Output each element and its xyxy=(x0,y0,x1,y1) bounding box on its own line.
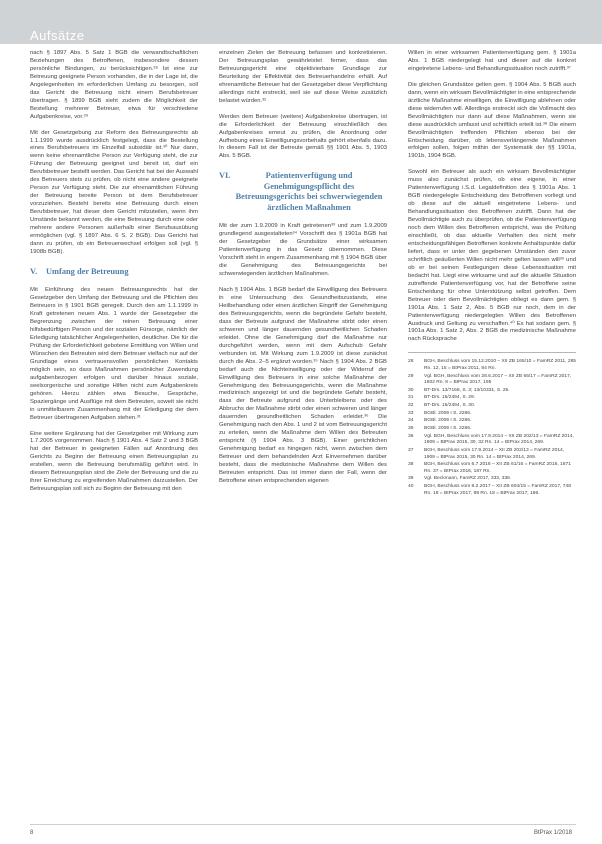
text-column-middle xyxy=(219,50,387,825)
footnote-text: BT-Drs. 15/2494, S. 30. xyxy=(424,403,476,409)
footnote-text: Vgl. BGH, Beschluss vom 17.9.2014 – XII ZB 202/13 = FamRZ 2014, 1909 = BtPrax 2015, 30, 32 Rn. 14 = BtPrax 2014, 269. xyxy=(424,433,574,446)
footnote-item xyxy=(408,418,576,425)
paragraph: Mit der Gesetzgebung zur Reform des Betreuungsrechts ab 1.1.1999 wurde ausdrücklich festgelegt, dass die Bestellung eines Berufsbetreuers im Einzelfall subsidiär ist.³⁰ Nur dann, wenn keine ehrenamtliche Person zur Verfügung steht, die zur Führung der Betreuung geeignet und bereit ist, darf ein Berufsbetreuer bestellt werden. Das Gericht hat bei der Auswahl des Betreuers stets zu prüfen, ob nicht eine andere geeignete Person zur Verfügung steht. Die zur ehrenamtlichen Führung der Betreuung bereite Person ist dem Berufsbetreuer vorzuziehen. Besteht bereits eine Betreuung durch einen Berufsbetreuer, hat dieser dem Gericht mitzuteilen, wenn ihm Umstände bekannt werden, die eine Betreuung durch eine oder mehrere andere Personen außerhalb einer Berufsausübung ermöglichen (vgl. § 1897 Abs. 6 S. 2 BGB). Das Gericht hat dann zu prüfen, ob ein Betreuerwechsel erfolgen soll (vgl. § 1908b BGB). xyxy=(30,129,198,255)
footnote-text: Vgl. BGH, Beschluss vom 28.6.2017 – XII ZB 65/17 = FamRZ 2017, 1502 Rn. 8 = BtPrax 2017, 195 xyxy=(424,373,572,386)
paragraph: einzelnen Zielen der Betreuung befassen und konkretisieren. Der Betreuungsplan gewährleistet ferner, dass das Betreuungsgericht eine objektivierbare Grundlage zur Beurteilung der Effektivität des Betreuerhandelns erhält. Auf ehrenamtliche Betreuer hat der Gesetzgeber diese Verpflichtung allerdings nicht erstreckt, weil sie auf diese Weise zusätzlich belastet würden.³² xyxy=(219,50,387,104)
footnote-number: 39 xyxy=(408,476,414,482)
footnote-text: BGH, Beschluss vom 8.2.2017 – XII ZB 604/15 = FamRZ 2017, 748 Rn. 18 = BtPrax 2017, 98 Rn. 18 = BtPrax 2017, 186. xyxy=(424,484,571,496)
footnote-item xyxy=(408,403,576,410)
footnote-number: 29 xyxy=(408,373,414,379)
footnote-text: BGH, Beschluss vom 17.9.2014 – XII ZB 202/13 = FamRZ 2014, 1909 = BtPrax 2015, 30 Rn. 14 = BtPrax 2014, 269. xyxy=(424,448,565,460)
footnote-number: 37 xyxy=(408,448,414,454)
footnote-item xyxy=(408,388,576,395)
section-title: Umfang der Betreuung xyxy=(46,266,129,276)
footnote-number: 28 xyxy=(408,359,414,365)
footnotes xyxy=(408,359,576,497)
page-number: 8 xyxy=(30,830,34,836)
paragraph: Willen in einer wirksamen Patientenverfügung gem. § 1901a Abs. 1 BGB niedergelegt hat und dieser auf die konkret eingetretene Lebens- und Behandlungssituation noch zutrifft.³⁷ xyxy=(408,50,576,72)
footnote-item xyxy=(408,395,576,402)
paragraph: Eine weitere Ergänzung hat der Gesetzgeber mit Wirkung zum 1.7.2005 vorgenommen. Nach § 1901 Abs. 4 Satz 2 und 3 BGB hat der Betreuer in geeigneten Fällen auf Anordnung des Gerichts zu Beginn der Betreuung einen Betreuungsplan zu erstellen, wenn die Betreuung berufsmäßig geführt wird. In diesem Betreuungsplan sind die Ziele der Betreuung und die zu ihrer Erreichung zu ergreifenden Maßnahmen darzustellen. Der Betreuungsplan soll sich zu Beginn der Betreuung mit den xyxy=(30,430,198,493)
journal-issue: BtPrax 1/2018 xyxy=(533,830,572,836)
paragraph: nach § 1897 Abs. 5 Satz 1 BGB die verwandtschaftlichen Beziehungen des Betroffenen, insbesondere dessen persönliche Bindungen, zu berücksichtigen.²⁸ Ist eine zur Betreuung geeignete Person vorhanden, die in der Lage ist, die Angelegenheiten im erforderlichen Umfang zu besorgen, soll das Gericht die Betreuung nicht einem Berufsbetreuer übertragen. § 1899 BGB sieht zudem die Möglichkeit der Bestellung mehrerer Betreuer, etwa für verschiedene Aufgabenkreise, vor.²⁹ xyxy=(30,50,198,120)
paragraph: Mit der zum 1.9.2009 in Kraft getretenen³³ und zum 1.9.2009 grundlegend ausgestalteten³⁴ Vorschrift des § 1901a BGB hat der Gesetzgeber die Grundsätze einer wirksamen Patientenverfügung in das Gesetz übernommen. Diese Vorschrift steht in engem Zusammenhang mit § 1904 BGB über die Genehmigung des Betreuungsgerichts bei schwerwiegenden ärztlichen Maßnahmen. xyxy=(219,223,387,278)
section-number: VI. xyxy=(219,171,231,181)
header-bar xyxy=(0,0,602,44)
text-column-right xyxy=(408,50,576,825)
paragraph: Werden dem Betreuer (weitere) Aufgabenkreise übertragen, ist die Erforderlichkeit der Betreuung einschließlich des Aufgabenkreises erneut zu prüfen, die Anordnung oder Aufhebung eines Einwilligungsvorbehalts gehört ebenfalls dazu. In diesem Fall ist der Betreute gemäß §§ 1901 Abs. 5, 1903 Abs. 5 BGB. xyxy=(219,113,387,160)
footnote-text: BGBl. 2009 I S. 2286. xyxy=(424,426,472,432)
footnote-item xyxy=(408,426,576,433)
footnote-number: 36 xyxy=(408,433,414,439)
footnote-item xyxy=(408,484,576,497)
paragraph: Sowohl ein Betreuer als auch ein wirksam Bevollmächtigter muss also zunächst prüfen, ob eine eigene, in einer Patientenverfügung i.S.d. Legaldefinition des § 1901a Abs. 1 BGB niedergelegte Entscheidung des Betroffenen vorliegt und ob diese auf die aktuell eingetretene Lebens- und Behandlungssituation des Betroffenen zutrifft. Dann hat der Bevollmächtigte auch zu überprüfen, ob die Patientenverfügung noch dem Willen des Betroffenen entspricht, was die Prüfung einschließt, ob das aktuelle Verhalten des nicht mehr entscheidungsfähigen Betroffenen konkrete Anhaltspunkte dafür liefert, dass er unter den gegebenen Umständen den zuvor schriftlich geäußerten Willen nicht mehr gelten lassen will³⁹ und ob er bei seinen Festlegungen diese Lebenssituation mit bedacht hat. Liegt eine wirksame und auf die aktuelle Situation zutreffende Patientenverfügung vor, hat der Betroffene seine Entscheidung für ohne Unterstützung selbst getroffen. Dem Betreuer oder dem Bevollmächtigten obliegt es dann gem. § 1901a Abs. 1 Satz 2, Abs. 5 BGB nur noch, dem in der Patientenverfügung niedergelegten Willen des Betroffenen Ausdruck und Geltung zu verschaffen.⁴⁰ Es hat sodann gem. § 1901a Abs. 1 Satz 2, Abs. 2 BGB die medizinische Maßnahme nach Rücksprache xyxy=(408,169,576,343)
footnote-text: BGH, Beschluss vom 6.7.2016 – XII ZB 61/16 = FamRZ 2016, 1671 Rn. 37 = BtPrax 2016, 187 Rn. xyxy=(424,462,571,474)
section-header-title: Aufsätze xyxy=(30,28,85,43)
footnote-item xyxy=(408,359,576,372)
footnote-number: 35 xyxy=(408,426,414,432)
footnote-text: Vgl. Beckmann, FamRZ 2017, 333, 336. xyxy=(424,476,512,482)
footnote-text: BGBl. 2009 I S. 2286. xyxy=(424,410,472,416)
footnote-text: BT-Drs. 15/2494, S. 29. xyxy=(424,395,476,401)
footnote-item xyxy=(408,476,576,483)
section-title: Patientenverfügung und Genehmigungspflicht des Betreuungsgerichts bei schwerwiegenden ärztlichen Maßnahmen xyxy=(235,171,383,212)
footnote-number: 40 xyxy=(408,484,414,490)
footnote-divider xyxy=(408,352,576,353)
footnote-number: 32 xyxy=(408,403,414,409)
text-column-left xyxy=(30,50,198,825)
footnote-item xyxy=(408,374,576,387)
footnote-item xyxy=(408,434,576,447)
section-heading-v xyxy=(30,267,198,278)
footnote-number: 38 xyxy=(408,462,414,468)
footnote-item xyxy=(408,462,576,475)
footnote-text: BGBl. 2009 I S. 2286. xyxy=(424,418,472,424)
footnote-number: 31 xyxy=(408,395,414,401)
footnote-text: BT-Drs. 13/7158, S. 3; 13/10331, S. 25. xyxy=(424,387,510,393)
paragraph: Mit Einführung des neuen Betreuungsrechts hat der Gesetzgeber den Umfang der Betreuung und die Pflichten des Betreuers in § 1901 BGB geregelt. Durch den am 1.1.1999 in Kraft getretenen neuen Abs. 1 wurde der Gesetzgeber die Begrenzung zwischen der reinen Betreuung einer hilfsbedürftigen Person und der sozialen Fürsorge, nämlich der Erledigung tatsächlicher Angelegenheiten, deutlicher. Die für die Prüfung der Erforderlichkeit gebotene Ermittlung von Willen und Wünschen des Betreuten wird dem Betreuer vielfach nur auf der Grundlage eines vertrauensvollen persönlichen Kontakts möglich sein, so dass Maßnahmen persönlicher Zuwendung aufgabenbezogen erfolgen und darüber hinaus soziale, seelsorgerische und sonstige Hilfen nicht zum Aufgabenkreis gehören. Hierzu zählen etwa Besuche, Gespräche, Spaziergänge und Ausflüge mit dem Betreuten, soweit sie nicht in unmittelbarem Zusammenhang mit der Erledigung der dem Betreuer übertragenen Aufgaben stehen.³¹ xyxy=(30,287,198,421)
footnote-item xyxy=(408,448,576,461)
footnote-number: 30 xyxy=(408,387,414,393)
footnote-item xyxy=(408,411,576,418)
section-heading-vi xyxy=(219,171,387,213)
footnote-text: BGH, Beschluss vom 15.12.2010 – XII ZB 165/10 = FamRZ 2011, 285 Rn. 12, 15 = BtPrax 2011, 84 Rn. xyxy=(424,359,576,371)
footer-divider xyxy=(30,824,576,825)
paragraph: Nach § 1904 Abs. 1 BGB bedarf die Einwilligung des Betreuers in eine Untersuchung des Gesundheitszustands, eine Heilbehandlung oder einen ärztlichen Eingriff der Genehmigung des Betreuungsgerichts, wenn die begründete Gefahr besteht, dass der Betreute aufgrund der Maßnahme stirbt oder einen schweren und länger dauernden gesundheitlichen Schaden erleidet. Ohne die Genehmigung darf die Maßnahme nur durchgeführt werden, wenn mit dem Aufschub Gefahr verbunden ist. Mit Wirkung zum 1.9.2009 ist diese zunächst durch die Abs. 2–5 ergänzt worden.³⁵ Nach § 1904 Abs. 2 BGB bedarf auch die Nichteinwilligung oder der Widerruf der Einwilligung des Betreuers in eine solche Maßnahme der Genehmigung des Betreuungsgerichts, wenn die Maßnahme medizinisch angezeigt ist und die begründete Gefahr besteht, dass der Betreute aufgrund des Unterbleibens oder des Abbruchs der Maßnahme stirbt oder einen schweren und länger dauernden gesundheitlichen Schaden erleidet.³⁶ Die Genehmigung nach den Abs. 1 und 2 ist vom Betreuungsgericht zu erteilen, wenn die Maßnahme dem Willen des Betreuten entspricht (§ 1904 Abs. 3 BGB). Einer gerichtlichen Genehmigung bedarf es hingegen nicht, wenn zwischen dem Betreuer und dem behandelnden Arzt Einvernehmen darüber besteht, dass die medizinische Maßnahme dem Willen des Betreuten entspricht. Das ist immer dann der Fall, wenn der Betroffene einen entsprechenden eigenen xyxy=(219,287,387,484)
footnote-number: 33 xyxy=(408,410,414,416)
footnote-number: 34 xyxy=(408,418,414,424)
paragraph: Die gleichen Grundsätze gelten gem. § 1904 Abs. 5 BGB auch dann, wenn ein wirksam Bevollmächtigter in eine entsprechende ärztliche Maßnahme einwilligen, die Einwilligung ablehnen oder diese widerrufen will. Allerdings erstreckt sich die Vollmacht des Bevollmächtigten nur dann auf diese Maßnahmen, wenn sie diese ausdrücklich umfasst und schriftlich erteilt ist.³⁸ Die einem Bevollmächtigten treffenden Pflichten ebenso bei der Entscheidung darüber, ob lebensverlängernde Maßnahmen erfolgen sollen, folgen mithin der Systematik der §§ 1901a, 1901b, 1904 BGB. xyxy=(408,81,576,160)
section-number: V. xyxy=(30,266,38,276)
